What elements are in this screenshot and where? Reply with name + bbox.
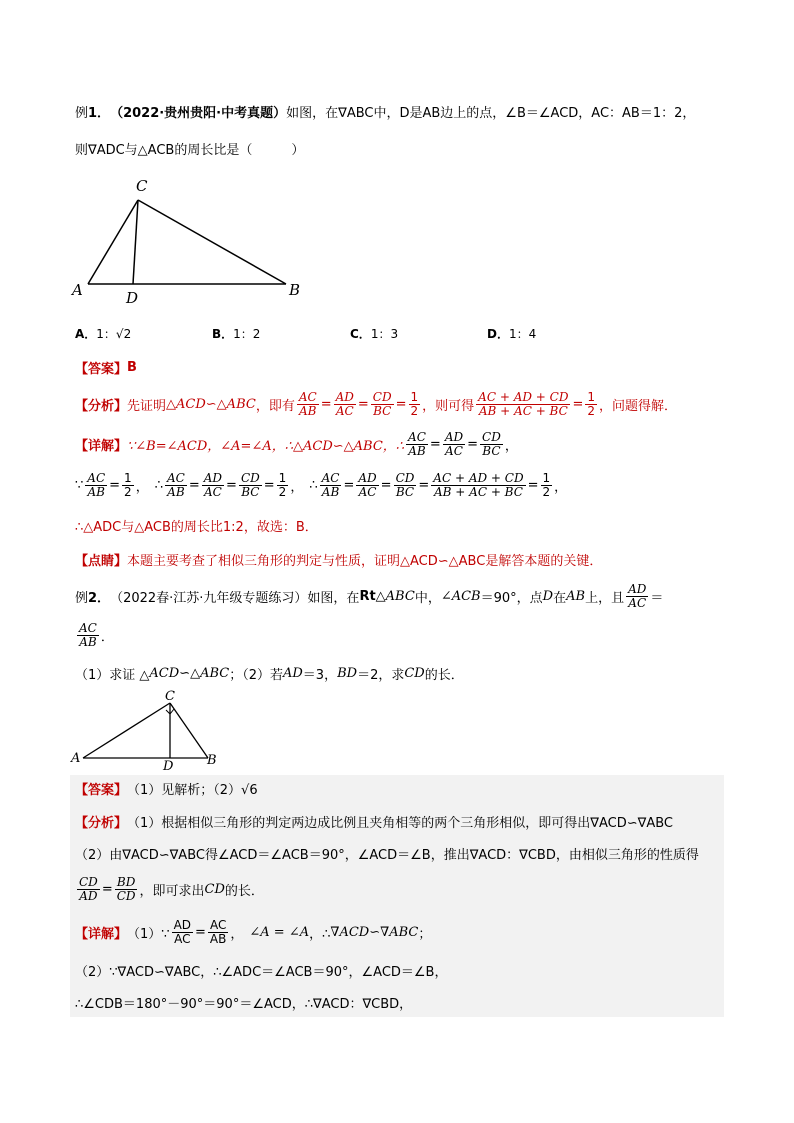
- ex1-label-C: C: [136, 177, 148, 195]
- ex2-question-line1b: $\frac{AC}{AB}$ ．: [79, 620, 114, 649]
- ex1-stem: 如图，在∇ABC中，D是AB边上的点，∠B＝∠ACD，AC：AB＝1：2，: [286, 105, 696, 121]
- ex2-analysis-line2: （2）由∇ACD∽∇ABC得∠ACD＝∠ACB＝90°，∠ACD＝∠B，推出∇ACD：∇CBD，由相似三角形的性质得: [75, 847, 699, 863]
- ex1-option-c: C．1：3: [350, 327, 399, 341]
- ex1-label-A: A: [72, 281, 83, 299]
- ex1-label-B: B: [289, 281, 301, 299]
- ex1-detail-line2: ∵ $\frac{AC}{AB}$ = $\frac{1}{2}$ ， ∴ $\frac{AC}{AB}$ = $\frac{AD}{AC}$ = $\frac{CD}{BC}$ = $\frac{1}{2}$ ， ∴ $\frac{AC}{AB}$ = $\frac{AD}{AC}$ = $\frac{CD}{BC}$ = $\frac{AC + AD + CD}{AB + AC + BC}$ = $\frac{1}{2}$ ，: [75, 470, 568, 499]
- ex1-source: （2022·贵州贵阳·中考真题）: [110, 105, 287, 121]
- ex1-option-b: B．1：2: [212, 327, 261, 341]
- ex1-detail-line1: 【详解】 ∵∠B=∠ACD，∠A=∠A，∴△ACD∽△ABC，∴ $\frac{AC}{AB}$ = $\frac{AD}{AC}$ = $\frac{CD}{BC}$ ，: [75, 429, 518, 458]
- ex1-detail-line3: ∴△ADC与△ACB的周长比1:2，故选：B．: [75, 519, 318, 535]
- ex1-ask: 则∇ADC与△ACB的周长比是（ ）: [75, 142, 305, 158]
- ex1-option-a: A．1：√2: [75, 327, 132, 341]
- ex1-triangle-figure: [68, 170, 308, 310]
- ex2-label-C: C: [165, 689, 175, 704]
- ex2-label-B: B: [207, 753, 217, 768]
- ex2-detail-line3: ∴∠CDB＝180°－90°＝90°＝∠ACD，∴∇ACD：∇CBD，: [75, 996, 413, 1012]
- ex1-label-D: D: [126, 289, 139, 307]
- ex2-analysis-line3: $\frac{CD}{AD}$ = $\frac{BD}{CD}$ ，即可求出 CD 的长．: [79, 874, 264, 903]
- ex1-question-line1: 例 1． （2022·贵州贵阳·中考真题） 如图，在∇ABC中，D是AB边上的点，∠B＝∠ACD，AC：AB＝1：2，: [75, 96, 695, 126]
- ex2-label-A: A: [71, 751, 81, 766]
- ex2-question-line1: 例 2． （2022春·江苏·九年级专题练习） 如图，在 Rt △ABC 中， ∠ACB ＝90°，点 D 在 AB 上，且 $\frac{AD}{AC}$ ＝: [75, 581, 664, 610]
- ex1-answer: 【答案】 B: [75, 359, 137, 377]
- ex2-source: （2022春·江苏·九年级专题练习）: [110, 590, 308, 606]
- ex1-label: 例: [75, 105, 89, 121]
- ex2-detail-line2: （2）∵∇ACD∽∇ABC，∴∠ADC＝∠ACB＝90°，∠ACD＝∠B，: [75, 964, 448, 980]
- ex2-detail-line1: 【详解】 （1）∵ $\frac{AD}{AC}$ = $\frac{AC}{AB}$ ， ∠A = ∠A ，∴ ∇ACD∽∇ABC ；: [75, 917, 432, 946]
- ex2-analysis-line1: 【分析】 （1）根据相似三角形的判定两边成比例且夹角相等的两个三角形相似，即可得出∇ACD∽∇ABC: [75, 815, 673, 831]
- ex1-key-point: 【点睛】 本题主要考查了相似三角形的判定与性质，证明△ACD∽△ABC是解答本题的关键．: [75, 553, 603, 569]
- ex1-question-line2: [75, 133, 304, 163]
- ex2-label-D: D: [163, 759, 174, 774]
- ex2-answer: 【答案】 （1）见解析；（2）√6: [75, 782, 258, 798]
- ex2-triangle-figure: [68, 688, 228, 774]
- ex1-analysis: 【分析】 先证明 △ACD∽△ABC ，即有 $\frac{AC}{AB}$ = $\frac{AD}{AC}$ = $\frac{CD}{BC}$ = $\frac{1}{2}$ ，则可得 $\frac{AC + AD + CD}{AB + AC + BC}$ = $\frac{1}{2}$ ，问题得解．: [75, 389, 678, 418]
- ex1-option-d: D．1：4: [487, 327, 537, 341]
- ex2-question-line2: （1）求证 △ ACD ∽△ ABC ；（2）若 AD ＝3， BD ＝2，求 CD 的长．: [75, 665, 464, 683]
